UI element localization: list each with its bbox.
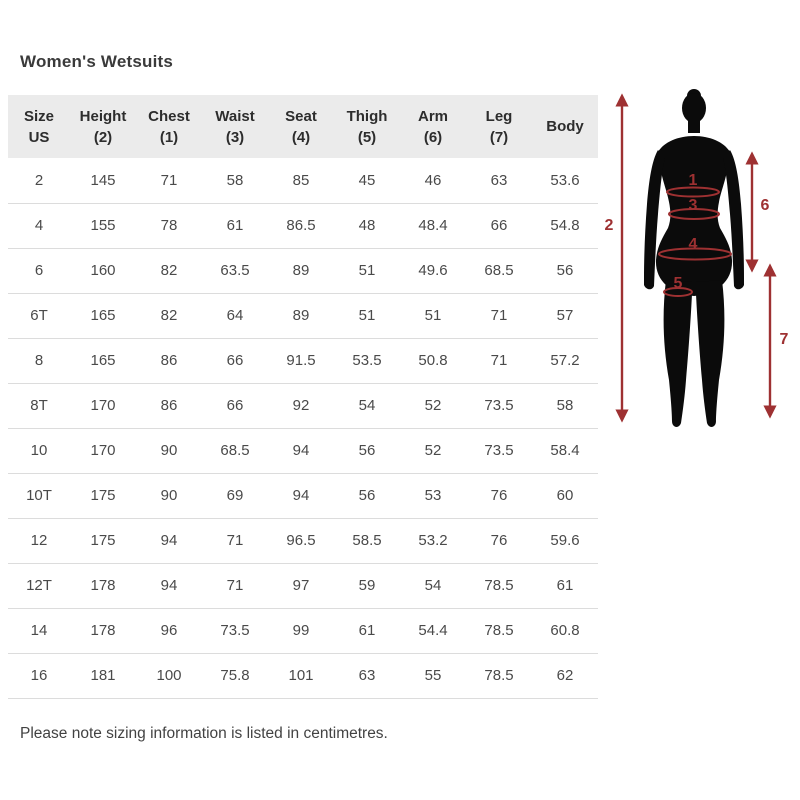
table-row [8, 203, 598, 248]
table-row [8, 518, 598, 563]
table-cell: 62 [532, 653, 598, 698]
table-cell: 8 [8, 338, 70, 383]
table-row [8, 293, 598, 338]
seat-label: 4 [688, 236, 698, 253]
table-cell: 52 [400, 428, 466, 473]
table-cell: 155 [70, 203, 136, 248]
table-cell: 94 [268, 428, 334, 473]
measurement-figure [600, 88, 800, 436]
table-cell: 170 [70, 428, 136, 473]
table-cell: 63 [466, 158, 532, 203]
table-cell: 57.2 [532, 338, 598, 383]
column-header: Leg (7) [485, 107, 513, 146]
table-cell: 14 [8, 608, 70, 653]
table-cell: 175 [70, 518, 136, 563]
table-cell: 75.8 [202, 653, 268, 698]
size-table-container [8, 95, 598, 699]
column-header: Arm (6) [417, 107, 448, 146]
female-silhouette-icon [644, 89, 744, 427]
table-cell: 66 [202, 383, 268, 428]
table-cell: 52 [400, 383, 466, 428]
table-cell: 85 [268, 158, 334, 203]
table-cell: 48 [334, 203, 400, 248]
table-cell: 71 [202, 563, 268, 608]
table-cell: 71 [202, 518, 268, 563]
page-title: Women's Wetsuits [20, 52, 174, 71]
table-row [8, 338, 598, 383]
table-cell: 58.5 [334, 518, 400, 563]
size-table-body [8, 158, 598, 698]
table-cell: 61 [334, 608, 400, 653]
table-cell: 86 [136, 338, 202, 383]
table-cell: 71 [466, 338, 532, 383]
table-cell: 78.5 [466, 653, 532, 698]
table-cell: 59 [334, 563, 400, 608]
table-cell: 165 [70, 338, 136, 383]
column-header: Waist (3) [215, 107, 255, 146]
table-cell: 54.8 [532, 203, 598, 248]
table-row [8, 428, 598, 473]
table-row [8, 158, 598, 203]
table-cell: 46 [400, 158, 466, 203]
table-cell: 54.4 [400, 608, 466, 653]
table-cell: 51 [400, 293, 466, 338]
table-cell: 82 [136, 248, 202, 293]
table-cell: 71 [136, 158, 202, 203]
table-cell: 63 [334, 653, 400, 698]
table-cell: 54 [334, 383, 400, 428]
table-cell: 51 [334, 293, 400, 338]
table-cell: 71 [466, 293, 532, 338]
table-cell: 86.5 [268, 203, 334, 248]
column-header: Thigh (5) [346, 107, 388, 146]
table-cell: 54 [400, 563, 466, 608]
header-row [8, 95, 598, 158]
table-cell: 170 [70, 383, 136, 428]
table-cell: 101 [268, 653, 334, 698]
table-row [8, 473, 598, 518]
height-label: 2 [604, 217, 614, 234]
thigh-label: 5 [673, 275, 683, 292]
table-cell: 56 [334, 428, 400, 473]
table-cell: 69 [202, 473, 268, 518]
size-table [8, 95, 598, 699]
table-cell: 78 [136, 203, 202, 248]
table-cell: 4 [8, 203, 70, 248]
table-cell: 68.5 [202, 428, 268, 473]
table-cell: 76 [466, 473, 532, 518]
table-cell: 16 [8, 653, 70, 698]
table-cell: 76 [466, 518, 532, 563]
table-cell: 63.5 [202, 248, 268, 293]
table-row [8, 248, 598, 293]
table-cell: 89 [268, 293, 334, 338]
table-cell: 58 [532, 383, 598, 428]
table-cell: 66 [466, 203, 532, 248]
table-cell: 53 [400, 473, 466, 518]
table-cell: 49.6 [400, 248, 466, 293]
chest-label: 1 [688, 172, 698, 189]
table-cell: 160 [70, 248, 136, 293]
table-cell: 91.5 [268, 338, 334, 383]
table-cell: 145 [70, 158, 136, 203]
table-cell: 73.5 [202, 608, 268, 653]
table-cell: 61 [532, 563, 598, 608]
table-cell: 60.8 [532, 608, 598, 653]
table-cell: 53.2 [400, 518, 466, 563]
table-cell: 178 [70, 563, 136, 608]
table-cell: 73.5 [466, 383, 532, 428]
column-header: Seat (4) [285, 107, 317, 146]
column-header: Body [546, 118, 584, 135]
table-cell: 61 [202, 203, 268, 248]
table-cell: 97 [268, 563, 334, 608]
table-cell: 165 [70, 293, 136, 338]
table-cell: 59.6 [532, 518, 598, 563]
table-cell: 68.5 [466, 248, 532, 293]
table-cell: 82 [136, 293, 202, 338]
table-cell: 175 [70, 473, 136, 518]
column-header: Chest (1) [148, 107, 190, 146]
table-row [8, 653, 598, 698]
table-cell: 53.6 [532, 158, 598, 203]
table-cell: 181 [70, 653, 136, 698]
table-cell: 92 [268, 383, 334, 428]
column-header: Size US [23, 107, 54, 146]
table-cell: 94 [136, 518, 202, 563]
sizing-footnote: Please note sizing information is listed in centimetres. [20, 725, 388, 742]
table-cell: 48.4 [400, 203, 466, 248]
table-cell: 10T [8, 473, 70, 518]
column-header: Height (2) [79, 107, 127, 146]
table-cell: 58 [202, 158, 268, 203]
table-cell: 73.5 [466, 428, 532, 473]
table-cell: 58.4 [532, 428, 598, 473]
table-cell: 56 [334, 473, 400, 518]
table-cell: 55 [400, 653, 466, 698]
table-cell: 178 [70, 608, 136, 653]
table-cell: 2 [8, 158, 70, 203]
table-cell: 45 [334, 158, 400, 203]
size-table-head [8, 95, 598, 158]
table-cell: 78.5 [466, 563, 532, 608]
table-cell: 60 [532, 473, 598, 518]
table-cell: 10 [8, 428, 70, 473]
table-cell: 89 [268, 248, 334, 293]
table-cell: 50.8 [400, 338, 466, 383]
table-cell: 96 [136, 608, 202, 653]
table-cell: 94 [136, 563, 202, 608]
table-row [8, 563, 598, 608]
table-cell: 56 [532, 248, 598, 293]
table-cell: 6T [8, 293, 70, 338]
table-cell: 100 [136, 653, 202, 698]
arm-label: 6 [760, 197, 770, 214]
leg-label: 7 [779, 331, 789, 348]
table-cell: 51 [334, 248, 400, 293]
table-cell: 12 [8, 518, 70, 563]
table-cell: 86 [136, 383, 202, 428]
table-cell: 66 [202, 338, 268, 383]
table-cell: 90 [136, 428, 202, 473]
table-row [8, 608, 598, 653]
table-cell: 53.5 [334, 338, 400, 383]
table-cell: 12T [8, 563, 70, 608]
table-cell: 96.5 [268, 518, 334, 563]
table-cell: 90 [136, 473, 202, 518]
waist-label: 3 [688, 197, 698, 214]
table-cell: 94 [268, 473, 334, 518]
table-cell: 64 [202, 293, 268, 338]
table-cell: 8T [8, 383, 70, 428]
table-row [8, 383, 598, 428]
table-cell: 6 [8, 248, 70, 293]
table-cell: 57 [532, 293, 598, 338]
table-cell: 78.5 [466, 608, 532, 653]
table-cell: 99 [268, 608, 334, 653]
